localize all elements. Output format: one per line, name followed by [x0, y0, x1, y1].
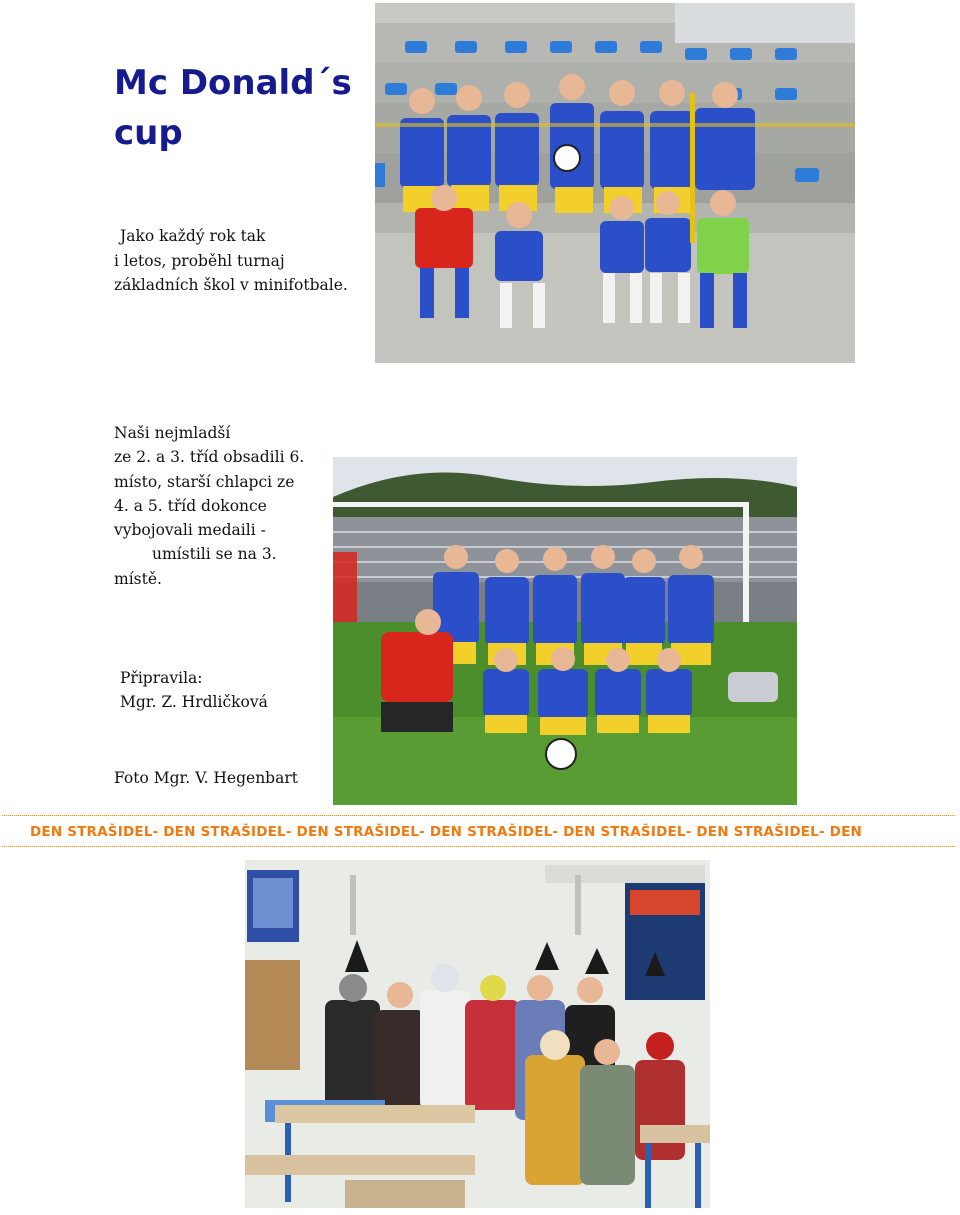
body-line: ze 2. a 3. tříd obsadili 6. — [114, 448, 305, 467]
banner-text: DEN STRAŠIDEL- DEN STRAŠIDEL- DEN STRAŠIDEL- DEN STRAŠIDEL- DEN STRAŠIDEL- DEN STRAŠIDEL- DEN — [30, 824, 863, 840]
page-title: Mc Donald´s cup — [114, 63, 352, 153]
halloween-banner — [2, 815, 955, 847]
credits-block — [114, 666, 329, 715]
body-line: Naši nejmladší — [114, 424, 231, 442]
intro-line: Jako každý rok tak — [120, 227, 266, 245]
body-line: místě. — [114, 569, 162, 588]
body-line: 4. a 5. tříd dokonce — [114, 496, 267, 515]
intro-line: i letos, proběhl turnaj — [114, 251, 285, 270]
body-line: umístili se na 3. — [152, 545, 277, 564]
intro-line: základních škol v minifotbale. — [114, 276, 348, 294]
photo-football-team-stands — [375, 3, 855, 363]
photo-credit: Foto Mgr. V. Hegenbart — [114, 769, 298, 787]
photo-halloween-classroom — [245, 860, 710, 1208]
results-paragraph — [114, 421, 324, 591]
team-stands-illustration — [375, 3, 855, 363]
photo-football-team-field — [333, 457, 797, 805]
halloween-illustration — [245, 860, 710, 1208]
prepared-label: Připravila: — [120, 669, 203, 687]
team-field-illustration — [333, 457, 797, 805]
body-line: vybojovali medaili - — [114, 521, 266, 540]
intro-paragraph — [114, 224, 364, 298]
prepared-name: Mgr. Z. Hrdličková — [120, 693, 268, 712]
body-line: místo, starší chlapci ze — [114, 472, 295, 491]
